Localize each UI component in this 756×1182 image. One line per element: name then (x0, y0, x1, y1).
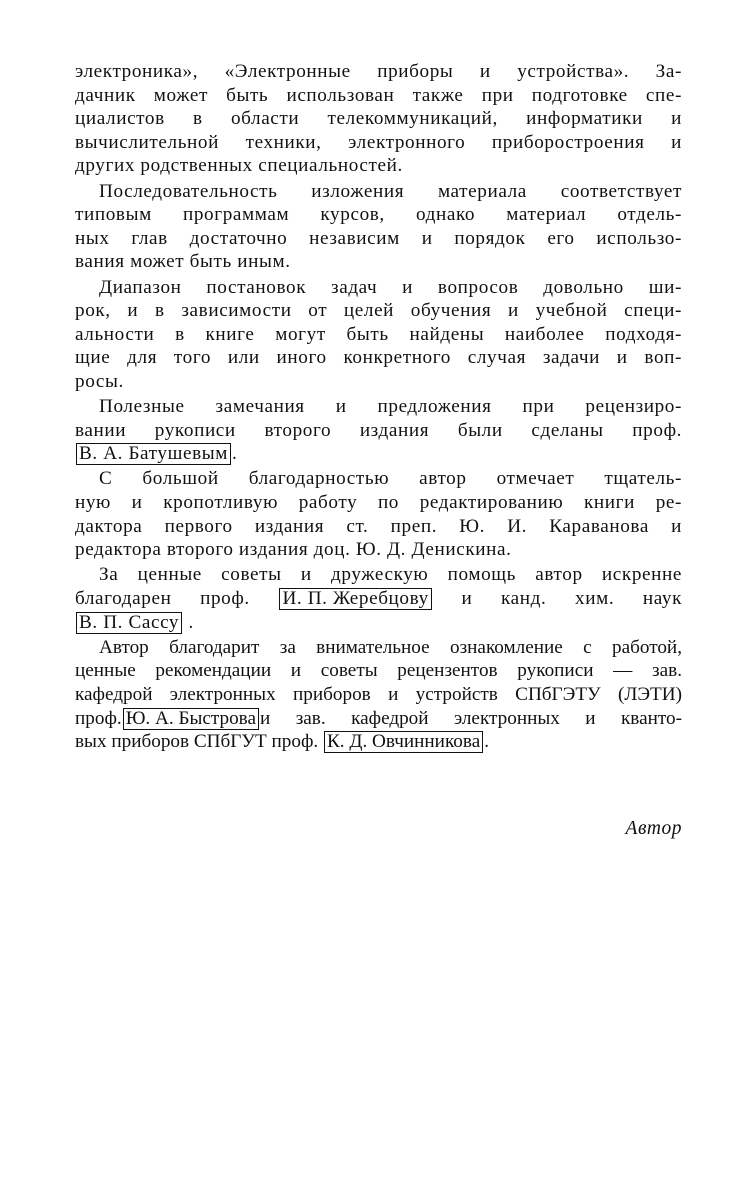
name-box-zherebtsov: И. П. Жеребцову (279, 588, 431, 610)
text-line: вания может быть иным. (75, 251, 291, 273)
text-line: вании рукописи второго издания были сделаны проф. (75, 419, 682, 441)
text-line: редактора второго издания доц. Ю. Д. Денискина. (75, 539, 512, 561)
paragraph-gratitude-advice (75, 563, 682, 634)
paragraph-reviewers (75, 636, 682, 754)
name-box-sass: В. П. Сассу (76, 612, 182, 634)
punctuation: . (232, 443, 238, 465)
text-line: рок, и в зависимости от целей обучения и учебной специ- (75, 300, 682, 322)
text-line: С большой благодарностью автор отмечает тщатель- (99, 468, 682, 490)
paragraph-gratitude-editors (75, 467, 682, 561)
text-line: других родственных специальностей. (75, 155, 403, 177)
document-page (75, 60, 682, 755)
text-line (75, 611, 682, 635)
text-line: Диапазон постановок задач и вопросов довольно ши- (99, 276, 682, 298)
text-segment: и канд. хим. наук (461, 588, 682, 610)
text-segment: вых приборов СПбГУТ проф. (75, 731, 319, 753)
text-line: За ценные советы и дружескую помощь автор искренне (99, 564, 682, 586)
paragraph-sequence (75, 180, 682, 274)
text-segment: проф. (75, 707, 122, 729)
punctuation: . (188, 611, 194, 633)
text-line: альности в книге могут быть найдены наиболее подходя- (75, 323, 682, 345)
text-line: типовым программам курсов, однако материал отдель- (75, 204, 682, 226)
author-signature: Автор (625, 818, 682, 839)
text-line: Полезные замечания и предложения при рецензиро- (99, 396, 682, 418)
text-line: Автор благодарит за внимательное ознакомление с работой, (99, 636, 682, 658)
text-line (75, 587, 682, 611)
name-box-batushev: В. А. Батушевым (76, 443, 231, 465)
paragraph-range (75, 276, 682, 394)
paragraph-intro (75, 60, 682, 178)
text-line: вычислительной техники, электронного приборостроения и (75, 131, 682, 153)
text-line: циалистов в области телекоммуникаций, информатики и (75, 108, 682, 130)
text-line: кафедрой электронных приборов и устройств СПбГЭТУ (ЛЭТИ) (75, 684, 682, 705)
text-line: электроника», «Электронные приборы и устройства». За- (75, 61, 682, 82)
name-box-ovchinnikov: К. Д. Овчинникова (324, 731, 483, 753)
text-line: ных глав достаточно независим и порядок его использо- (75, 227, 682, 249)
text-line: росы. (75, 370, 124, 392)
text-line: Последовательность изложения материала соответствует (99, 180, 682, 202)
text-segment: благодарен проф. (75, 588, 250, 610)
text-line: ную и кропотливую работу по редактированию книги ре- (75, 492, 682, 514)
text-line (75, 730, 682, 754)
text-line: дачник может быть использован также при подготовке спе- (75, 84, 682, 106)
name-box-bystrov: Ю. А. Быстрова (123, 708, 259, 730)
text-line: дактора первого издания ст. преп. Ю. И. Караванова и (75, 515, 682, 537)
text-line: ценные рекомендации и советы рецензентов рукописи — зав. (75, 660, 682, 682)
text-line (75, 707, 682, 731)
punctuation: . (484, 731, 490, 753)
text-segment: и зав. кафедрой электронных и кванто- (260, 707, 682, 729)
paragraph-remarks (75, 395, 682, 466)
text-line: щие для того или иного конкретного случая задачи и воп- (75, 347, 682, 369)
text-line (75, 442, 682, 466)
